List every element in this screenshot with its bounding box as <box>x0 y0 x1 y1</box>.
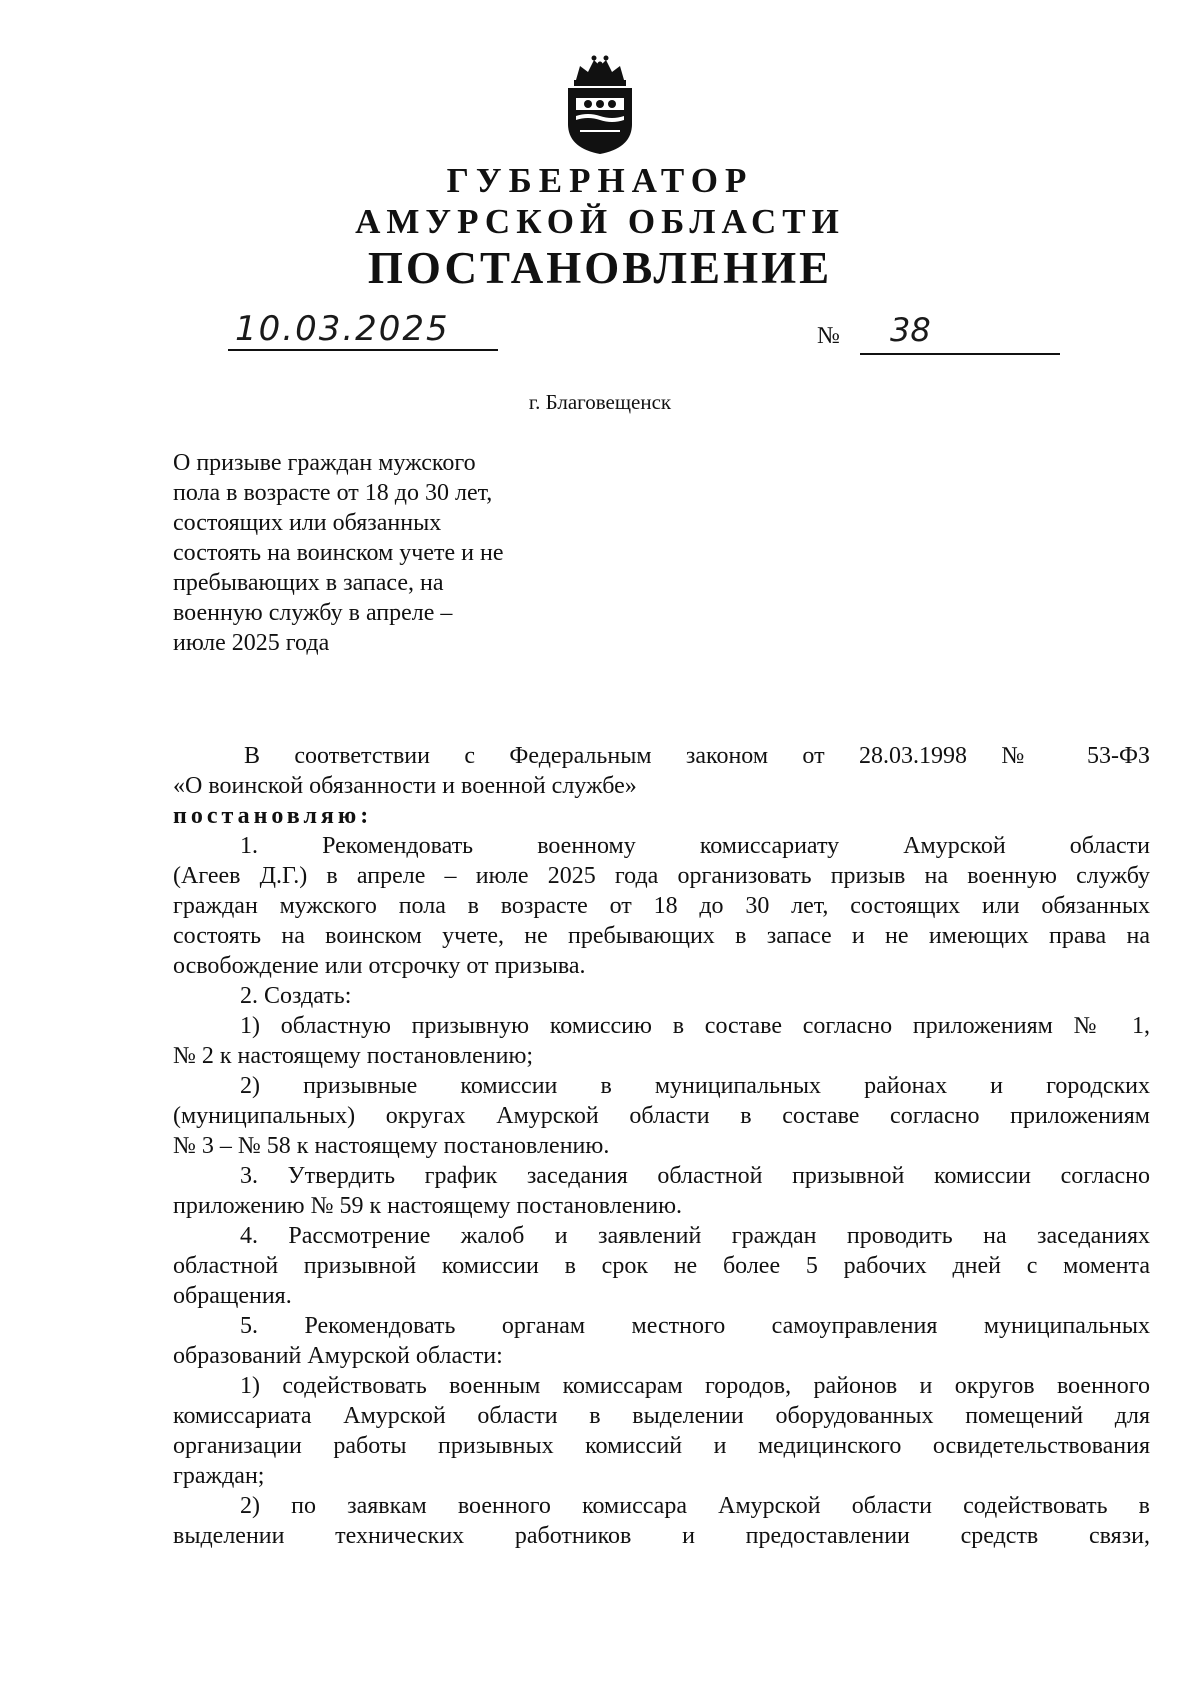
document-subject <box>173 448 593 658</box>
document-type-title: ПОСТАНОВЛЕНИЕ <box>367 243 833 293</box>
paragraph-2-1-line: № 2 к настоящему постановлению; <box>173 1043 534 1069</box>
paragraph-1-line: 1. Рекомендовать военному комиссариату Амурской области <box>240 833 1150 859</box>
paragraph-5-line: 5. Рекомендовать органам местного самоуправления муниципальных <box>240 1313 1150 1339</box>
paragraph-2-2-line: № 3 – № 58 к настоящему постановлению. <box>173 1133 610 1159</box>
paragraph-1-line: (Агеев Д.Г.) в апреле – июле 2025 года организовать призыв на военную службу <box>173 863 1150 889</box>
number-sign: № <box>817 323 840 349</box>
paragraph-2-2-line: (муниципальных) округах Амурской области в составе согласно приложениям <box>173 1103 1150 1129</box>
paragraph-5-1-line: комиссариата Амурской области в выделении оборудованных помещений для <box>173 1403 1150 1429</box>
document-date: 10.03.2025 <box>235 309 450 349</box>
paragraph-4-line: обращения. <box>173 1283 292 1309</box>
paragraph-5-line: образований Амурской области: <box>173 1343 503 1369</box>
coat-of-arms-icon <box>562 52 638 156</box>
paragraph-4-line: областной призывной комиссии в срок не более 5 рабочих дней с момента <box>173 1253 1150 1279</box>
intro-line: «О воинской обязанности и военной службе» <box>173 773 637 799</box>
document-body <box>173 741 1150 1551</box>
number-underline <box>860 353 1060 355</box>
subject-line: военную службу в апреле – <box>173 600 453 626</box>
paragraph-1-line: состоять на воинском учете, не пребывающих в запасе и не имеющих права на <box>173 923 1150 949</box>
subject-line: пола в возрасте от 18 до 30 лет, <box>173 480 493 506</box>
paragraph-5-2-line: 2) по заявкам военного комиссара Амурской области содействовать в <box>240 1493 1150 1519</box>
date-underline <box>228 349 498 351</box>
resolve-heading: постановляю: <box>173 803 373 829</box>
subject-line: О призыве граждан мужского <box>173 450 476 476</box>
paragraph-5-1-line: организации работы призывных комиссий и медицинского освидетельствования <box>173 1433 1150 1459</box>
paragraph-4-line: 4. Рассмотрение жалоб и заявлений граждан проводить на заседаниях <box>240 1223 1150 1249</box>
subject-line: июле 2025 года <box>173 630 330 656</box>
document-number: 38 <box>890 311 931 349</box>
paragraph-5-1-line: граждан; <box>173 1463 265 1489</box>
document-city: г. Благовещенск <box>528 390 672 414</box>
paragraph-2: 2. Создать: <box>240 983 352 1009</box>
header-title-governor: ГУБЕРНАТОР <box>446 161 754 200</box>
paragraph-5-2-line: выделении технических работников и предоставлении средств связи, <box>173 1523 1150 1549</box>
subject-line: состоящих или обязанных <box>173 510 442 536</box>
paragraph-1-line: граждан мужского пола в возрасте от 18 до 30 лет, состоящих или обязанных <box>173 893 1150 919</box>
paragraph-2-2-line: 2) призывные комиссии в муниципальных районах и городских <box>240 1073 1150 1099</box>
intro-line: В соответствии с Федеральным законом от 28.03.1998 № 53-ФЗ <box>244 743 1150 769</box>
subject-line: пребывающих в запасе, на <box>173 570 444 596</box>
header-title-region: АМУРСКОЙ ОБЛАСТИ <box>355 202 845 241</box>
paragraph-3-line: 3. Утвердить график заседания областной призывной комиссии согласно <box>240 1163 1150 1189</box>
paragraph-2-1-line: 1) областную призывную комиссию в составе согласно приложениям № 1, <box>240 1013 1150 1039</box>
paragraph-3-line: приложению № 59 к настоящему постановлению. <box>173 1193 683 1219</box>
paragraph-1-line: освобождение или отсрочку от призыва. <box>173 953 586 979</box>
subject-line: состоять на воинском учете и не <box>173 540 504 566</box>
paragraph-5-1-line: 1) содействовать военным комиссарам городов, районов и округов военного <box>240 1373 1150 1399</box>
